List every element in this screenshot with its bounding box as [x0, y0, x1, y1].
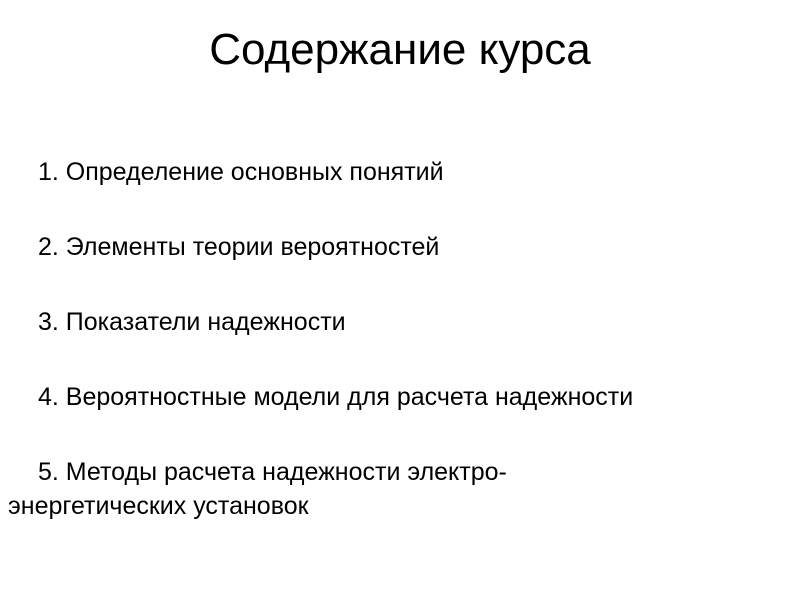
contents-item-4: 4. Вероятностные модели для расчета надежности	[38, 383, 634, 411]
contents-item-2: 2. Элементы теории вероятностей	[38, 233, 440, 261]
slide-title: Содержание курса	[209, 25, 591, 74]
contents-item-3: 3. Показатели надежности	[38, 308, 346, 336]
contents-item-5: 5. Методы расчета надежности электро-энергетических установок	[8, 458, 507, 520]
course-contents-list	[0, 155, 800, 523]
contents-item-1: 1. Определение основных понятий	[38, 158, 444, 186]
